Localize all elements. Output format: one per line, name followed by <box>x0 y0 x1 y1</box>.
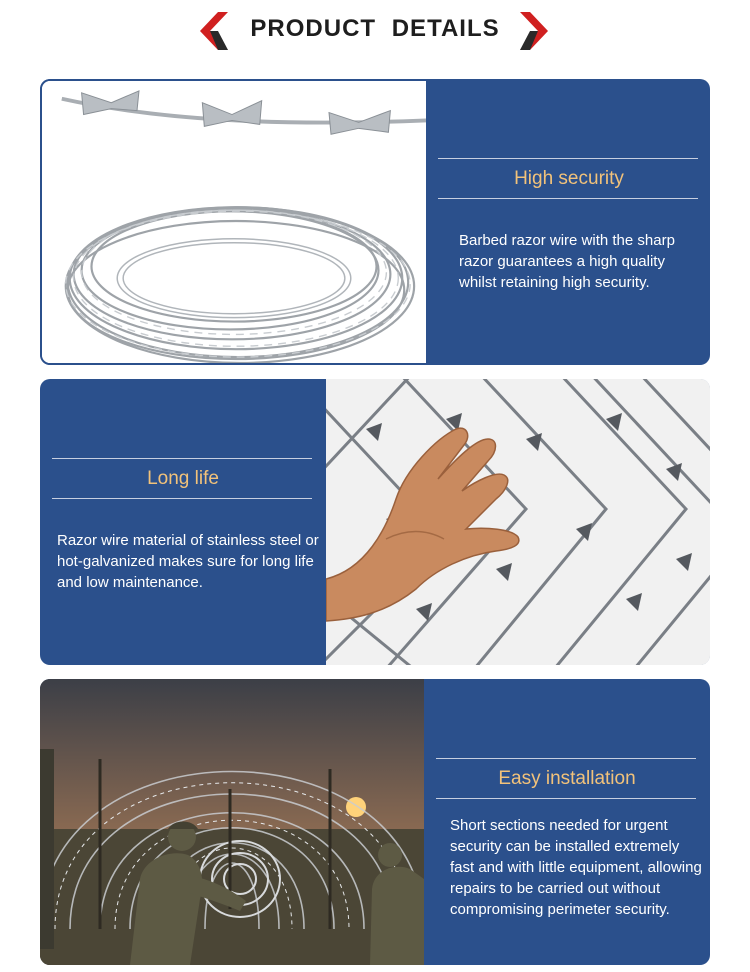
divider-bottom <box>438 198 698 199</box>
divider-top <box>436 758 696 759</box>
feature-description: Razor wire material of stainless steel or hot-galvanized makes sure for long life and low maintenance. <box>57 532 319 591</box>
divider-bottom <box>436 798 696 799</box>
feature-panel <box>424 679 710 965</box>
feature-title: Long life <box>147 468 219 489</box>
divider-top <box>52 458 312 459</box>
razor-wire-coil-image <box>40 79 428 365</box>
feature-description: Short sections needed for urgent security can be installed extremely fast and with little equipment, allowing repairs to be carried out without compromising perimeter security. <box>450 817 702 918</box>
feature-panel <box>40 379 326 665</box>
feature-card-long-life <box>40 379 710 665</box>
section-title: PRODUCT DETAILS <box>250 15 500 42</box>
chevron-right-icon <box>520 12 550 50</box>
divider-top <box>438 158 698 159</box>
feature-panel <box>428 79 710 365</box>
razor-mesh-hand-image <box>326 379 710 665</box>
divider-bottom <box>52 498 312 499</box>
section-header <box>0 0 750 62</box>
soldiers-installing-wire-image <box>40 679 424 965</box>
feature-description: Barbed razor wire with the sharp razor guarantees a high quality whilst retaining high security. <box>459 232 675 291</box>
feature-title: Easy installation <box>498 768 636 789</box>
feature-card-easy-installation <box>40 679 710 965</box>
feature-title: High security <box>514 168 624 189</box>
feature-card-high-security <box>40 79 710 365</box>
